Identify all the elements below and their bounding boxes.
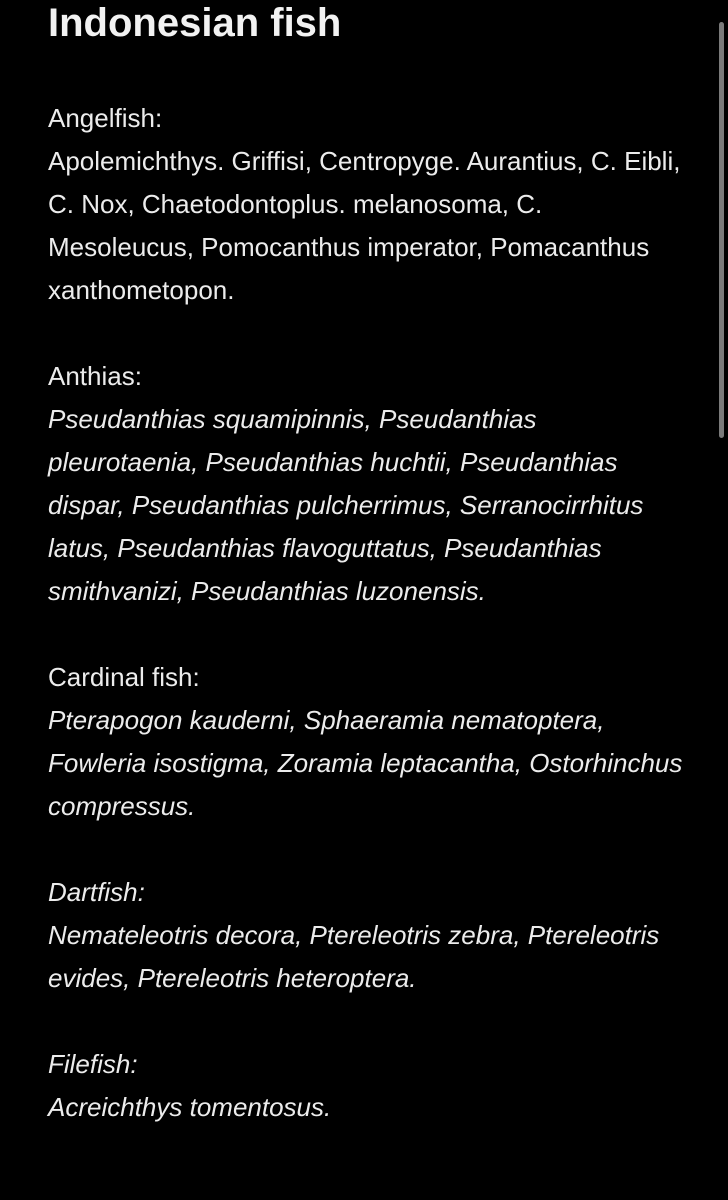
section-species-list: Apolemichthys. Griffisi, Centropyge. Aurantius, C. Eibli, C. Nox, Chaetodontoplus. melanosoma, C. Mesoleucus, Pomocanthus imperator, Pomacanthus xanthometopon. [48, 146, 681, 305]
section-label: Cardinal fish: [48, 662, 200, 692]
section-anthias [48, 355, 688, 613]
section-species-list: Nemateleotris decora, Ptereleotris zebra, Ptereleotris evides, Ptereleotris heteroptera. [48, 920, 660, 993]
section-label: Filefish: [48, 1049, 138, 1079]
section-label: Dartfish: [48, 877, 145, 907]
section-species-list: Pterapogon kauderni, Sphaeramia nematoptera, Fowleria isostigma, Zoramia leptacantha, Ostorhinchus compressus. [48, 705, 683, 821]
section-cardinal-fish [48, 656, 688, 828]
note-body[interactable] [48, 97, 688, 1129]
section-label: Anthias: [48, 361, 142, 391]
section-species-list: Pseudanthias squamipinnis, Pseudanthias pleurotaenia, Pseudanthias huchtii, Pseudanthias dispar, Pseudanthias pulcherrimus, Serranocirrhitus latus, Pseudanthias flavoguttatus, Pseudanthias smithvanizi, Pseudanthias luzonensis. [48, 404, 644, 606]
section-species-list: Acreichthys tomentosus. [48, 1092, 332, 1122]
section-label: Angelfish: [48, 103, 163, 133]
vertical-scrollbar[interactable] [719, 22, 724, 438]
note-title[interactable]: Indonesian fish [48, 1, 342, 45]
section-filefish [48, 1043, 688, 1129]
note-editor[interactable] [48, 0, 688, 1172]
section-angelfish [48, 97, 688, 312]
section-dartfish [48, 871, 688, 1000]
